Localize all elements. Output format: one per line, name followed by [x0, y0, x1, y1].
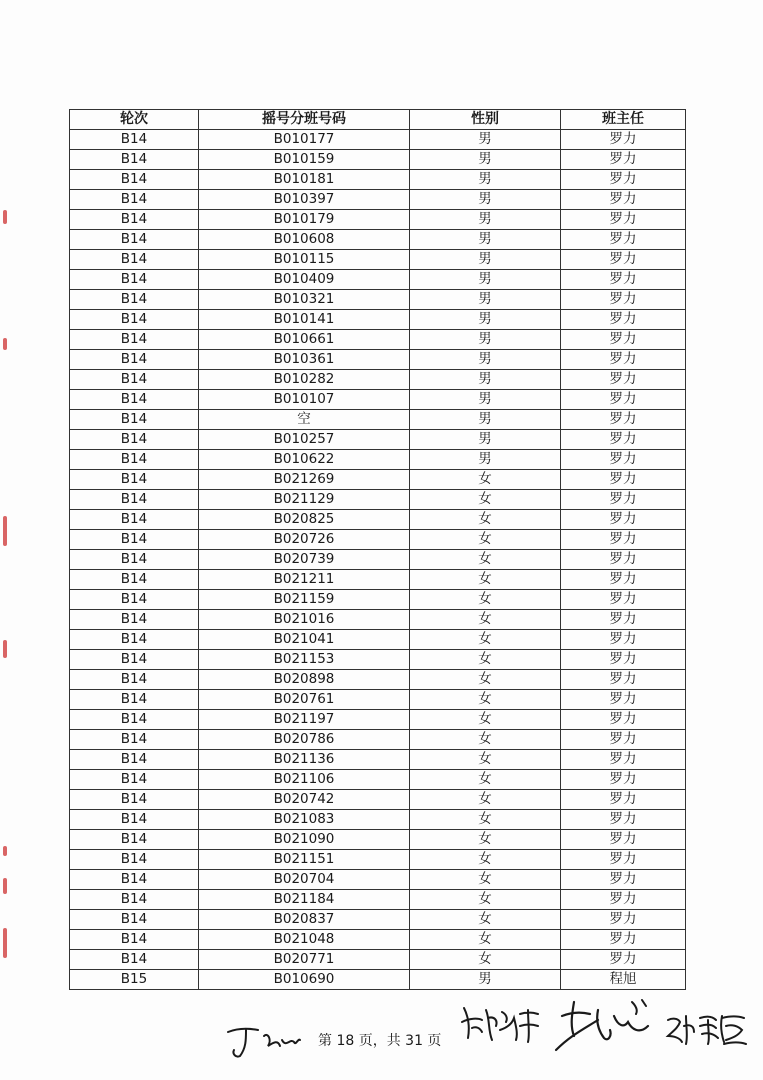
- cell-round: B14: [70, 670, 199, 690]
- cell-gender: 女: [410, 550, 561, 570]
- cell-head-teacher: 罗力: [561, 590, 686, 610]
- cell-round: B14: [70, 710, 199, 730]
- cell-lottery-number: B021269: [199, 470, 410, 490]
- cell-gender: 男: [410, 450, 561, 470]
- cell-round: B14: [70, 170, 199, 190]
- table-row: [70, 630, 686, 650]
- cell-lottery-number: B020786: [199, 730, 410, 750]
- cell-lottery-number: B010622: [199, 450, 410, 470]
- table-body: [70, 130, 686, 990]
- cell-lottery-number: 空: [199, 410, 410, 430]
- cell-round: B14: [70, 810, 199, 830]
- cell-head-teacher: 罗力: [561, 270, 686, 290]
- table-row: [70, 590, 686, 610]
- cell-round: B14: [70, 230, 199, 250]
- cell-lottery-number: B010179: [199, 210, 410, 230]
- class-assignment-table: [69, 109, 686, 990]
- cell-head-teacher: 罗力: [561, 370, 686, 390]
- cell-head-teacher: 罗力: [561, 410, 686, 430]
- handwritten-signature-2: [458, 1000, 542, 1046]
- cell-round: B14: [70, 890, 199, 910]
- cell-head-teacher: 罗力: [561, 850, 686, 870]
- cell-gender: 女: [410, 850, 561, 870]
- cell-head-teacher: 罗力: [561, 290, 686, 310]
- cell-lottery-number: B010409: [199, 270, 410, 290]
- cell-gender: 男: [410, 270, 561, 290]
- cell-head-teacher: 罗力: [561, 930, 686, 950]
- cell-head-teacher: 罗力: [561, 530, 686, 550]
- cell-gender: 女: [410, 710, 561, 730]
- cell-round: B14: [70, 590, 199, 610]
- cell-head-teacher: 罗力: [561, 450, 686, 470]
- margin-mark: [3, 878, 7, 894]
- cell-round: B14: [70, 550, 199, 570]
- cell-gender: 女: [410, 690, 561, 710]
- cell-lottery-number: B010115: [199, 250, 410, 270]
- cell-lottery-number: B020898: [199, 670, 410, 690]
- cell-gender: 女: [410, 910, 561, 930]
- cell-lottery-number: B020704: [199, 870, 410, 890]
- cell-gender: 男: [410, 350, 561, 370]
- cell-lottery-number: B010282: [199, 370, 410, 390]
- cell-gender: 女: [410, 790, 561, 810]
- cell-round: B14: [70, 410, 199, 430]
- cell-head-teacher: 罗力: [561, 150, 686, 170]
- cell-round: B14: [70, 130, 199, 150]
- cell-head-teacher: 罗力: [561, 730, 686, 750]
- cell-round: B14: [70, 530, 199, 550]
- cell-head-teacher: 罗力: [561, 550, 686, 570]
- table-row: [70, 370, 686, 390]
- table-row: [70, 530, 686, 550]
- cell-round: B14: [70, 310, 199, 330]
- cell-gender: 男: [410, 170, 561, 190]
- cell-round: B14: [70, 910, 199, 930]
- cell-gender: 女: [410, 590, 561, 610]
- cell-round: B15: [70, 970, 199, 990]
- table-row: [70, 170, 686, 190]
- cell-round: B14: [70, 570, 199, 590]
- cell-round: B14: [70, 210, 199, 230]
- cell-head-teacher: 罗力: [561, 610, 686, 630]
- cell-round: B14: [70, 750, 199, 770]
- table-row: [70, 290, 686, 310]
- cell-lottery-number: B021184: [199, 890, 410, 910]
- cell-lottery-number: B010177: [199, 130, 410, 150]
- cell-gender: 男: [410, 190, 561, 210]
- cell-lottery-number: B020825: [199, 510, 410, 530]
- cell-gender: 男: [410, 210, 561, 230]
- cell-round: B14: [70, 430, 199, 450]
- cell-gender: 男: [410, 310, 561, 330]
- margin-mark: [3, 338, 7, 350]
- table-row: [70, 410, 686, 430]
- table-row: [70, 430, 686, 450]
- margin-mark: [3, 640, 7, 658]
- cell-round: B14: [70, 830, 199, 850]
- cell-lottery-number: B010257: [199, 430, 410, 450]
- cell-gender: 女: [410, 490, 561, 510]
- cell-head-teacher: 罗力: [561, 670, 686, 690]
- table-row: [70, 950, 686, 970]
- table-row: [70, 210, 686, 230]
- table-row: [70, 850, 686, 870]
- cell-gender: 男: [410, 150, 561, 170]
- cell-head-teacher: 罗力: [561, 350, 686, 370]
- cell-head-teacher: 罗力: [561, 810, 686, 830]
- table-row: [70, 870, 686, 890]
- cell-round: B14: [70, 930, 199, 950]
- cell-round: B14: [70, 770, 199, 790]
- table-row: [70, 330, 686, 350]
- cell-head-teacher: 罗力: [561, 130, 686, 150]
- margin-mark: [3, 516, 7, 546]
- cell-lottery-number: B021016: [199, 610, 410, 630]
- cell-head-teacher: 罗力: [561, 650, 686, 670]
- cell-lottery-number: B010661: [199, 330, 410, 350]
- cell-lottery-number: B020761: [199, 690, 410, 710]
- table-row: [70, 190, 686, 210]
- table-row: [70, 350, 686, 370]
- cell-gender: 女: [410, 810, 561, 830]
- table-row: [70, 510, 686, 530]
- cell-lottery-number: B010321: [199, 290, 410, 310]
- cell-head-teacher: 罗力: [561, 310, 686, 330]
- cell-head-teacher: 罗力: [561, 330, 686, 350]
- cell-round: B14: [70, 350, 199, 370]
- cell-round: B14: [70, 370, 199, 390]
- table-row: [70, 130, 686, 150]
- cell-lottery-number: B021197: [199, 710, 410, 730]
- table-row: [70, 890, 686, 910]
- cell-gender: 女: [410, 650, 561, 670]
- cell-round: B14: [70, 870, 199, 890]
- cell-head-teacher: 罗力: [561, 830, 686, 850]
- cell-head-teacher: 罗力: [561, 570, 686, 590]
- table-row: [70, 830, 686, 850]
- page-number-label: 第 18 页，共 31 页: [318, 1033, 442, 1049]
- cell-lottery-number: B010690: [199, 970, 410, 990]
- cell-round: B14: [70, 510, 199, 530]
- cell-head-teacher: 罗力: [561, 470, 686, 490]
- cell-head-teacher: 罗力: [561, 630, 686, 650]
- cell-gender: 女: [410, 570, 561, 590]
- cell-gender: 女: [410, 730, 561, 750]
- table-row: [70, 490, 686, 510]
- table-row: [70, 770, 686, 790]
- cell-round: B14: [70, 450, 199, 470]
- cell-lottery-number: B010397: [199, 190, 410, 210]
- cell-head-teacher: 罗力: [561, 190, 686, 210]
- table-row: [70, 750, 686, 770]
- margin-mark: [3, 210, 7, 224]
- cell-lottery-number: B021136: [199, 750, 410, 770]
- cell-head-teacher: 罗力: [561, 950, 686, 970]
- table-row: [70, 610, 686, 630]
- cell-head-teacher: 罗力: [561, 790, 686, 810]
- cell-round: B14: [70, 190, 199, 210]
- table-row: [70, 930, 686, 950]
- cell-gender: 男: [410, 430, 561, 450]
- cell-lottery-number: B021129: [199, 490, 410, 510]
- table-row: [70, 690, 686, 710]
- header-round: 轮次: [70, 110, 199, 130]
- cell-round: B14: [70, 790, 199, 810]
- cell-head-teacher: 罗力: [561, 910, 686, 930]
- table-row: [70, 650, 686, 670]
- cell-gender: 女: [410, 870, 561, 890]
- cell-gender: 女: [410, 930, 561, 950]
- table-row: [70, 390, 686, 410]
- cell-gender: 男: [410, 330, 561, 350]
- cell-head-teacher: 程旭: [561, 970, 686, 990]
- cell-round: B14: [70, 330, 199, 350]
- table-row: [70, 570, 686, 590]
- cell-lottery-number: B021083: [199, 810, 410, 830]
- cell-gender: 女: [410, 670, 561, 690]
- table-row: [70, 810, 686, 830]
- table-row: [70, 150, 686, 170]
- cell-lottery-number: B021106: [199, 770, 410, 790]
- cell-lottery-number: B010181: [199, 170, 410, 190]
- cell-lottery-number: B020742: [199, 790, 410, 810]
- table-row: [70, 310, 686, 330]
- cell-gender: 女: [410, 630, 561, 650]
- table-row: [70, 910, 686, 930]
- cell-head-teacher: 罗力: [561, 430, 686, 450]
- cell-gender: 男: [410, 390, 561, 410]
- table-row: [70, 270, 686, 290]
- cell-gender: 女: [410, 770, 561, 790]
- cell-gender: 男: [410, 370, 561, 390]
- cell-lottery-number: B010608: [199, 230, 410, 250]
- cell-head-teacher: 罗力: [561, 870, 686, 890]
- cell-lottery-number: B021159: [199, 590, 410, 610]
- cell-head-teacher: 罗力: [561, 230, 686, 250]
- cell-round: B14: [70, 270, 199, 290]
- cell-gender: 女: [410, 830, 561, 850]
- cell-head-teacher: 罗力: [561, 750, 686, 770]
- table-row: [70, 790, 686, 810]
- cell-gender: 男: [410, 410, 561, 430]
- cell-round: B14: [70, 630, 199, 650]
- cell-lottery-number: B010141: [199, 310, 410, 330]
- cell-gender: 女: [410, 750, 561, 770]
- cell-round: B14: [70, 490, 199, 510]
- cell-gender: 女: [410, 510, 561, 530]
- cell-gender: 女: [410, 530, 561, 550]
- cell-head-teacher: 罗力: [561, 770, 686, 790]
- cell-head-teacher: 罗力: [561, 710, 686, 730]
- cell-lottery-number: B021041: [199, 630, 410, 650]
- cell-lottery-number: B020739: [199, 550, 410, 570]
- table-row: [70, 970, 686, 990]
- cell-round: B14: [70, 610, 199, 630]
- table-row: [70, 230, 686, 250]
- cell-round: B14: [70, 850, 199, 870]
- cell-lottery-number: B021153: [199, 650, 410, 670]
- cell-head-teacher: 罗力: [561, 170, 686, 190]
- cell-lottery-number: B010107: [199, 390, 410, 410]
- cell-round: B14: [70, 390, 199, 410]
- cell-head-teacher: 罗力: [561, 390, 686, 410]
- table-row: [70, 250, 686, 270]
- handwritten-signature-4: [664, 1008, 748, 1048]
- handwritten-signature-1: [224, 1018, 302, 1060]
- cell-gender: 男: [410, 250, 561, 270]
- table-row: [70, 550, 686, 570]
- handwritten-signature-3: [552, 996, 656, 1056]
- cell-lottery-number: B021211: [199, 570, 410, 590]
- cell-lottery-number: B020771: [199, 950, 410, 970]
- cell-round: B14: [70, 690, 199, 710]
- cell-round: B14: [70, 730, 199, 750]
- cell-lottery-number: B021090: [199, 830, 410, 850]
- cell-round: B14: [70, 470, 199, 490]
- table-header-row: [70, 110, 686, 130]
- table-row: [70, 730, 686, 750]
- cell-gender: 男: [410, 230, 561, 250]
- cell-gender: 女: [410, 610, 561, 630]
- cell-lottery-number: B020837: [199, 910, 410, 930]
- header-gender: 性别: [410, 110, 561, 130]
- cell-round: B14: [70, 250, 199, 270]
- margin-mark: [3, 928, 7, 958]
- cell-lottery-number: B021151: [199, 850, 410, 870]
- cell-head-teacher: 罗力: [561, 490, 686, 510]
- cell-gender: 男: [410, 130, 561, 150]
- header-lottery-number: 摇号分班号码: [199, 110, 410, 130]
- cell-gender: 女: [410, 890, 561, 910]
- cell-round: B14: [70, 290, 199, 310]
- cell-gender: 女: [410, 950, 561, 970]
- cell-head-teacher: 罗力: [561, 250, 686, 270]
- table-row: [70, 670, 686, 690]
- cell-gender: 女: [410, 470, 561, 490]
- cell-round: B14: [70, 150, 199, 170]
- cell-lottery-number: B021048: [199, 930, 410, 950]
- cell-head-teacher: 罗力: [561, 690, 686, 710]
- header-head-teacher: 班主任: [561, 110, 686, 130]
- cell-gender: 男: [410, 970, 561, 990]
- cell-head-teacher: 罗力: [561, 510, 686, 530]
- table-row: [70, 450, 686, 470]
- cell-gender: 男: [410, 290, 561, 310]
- cell-round: B14: [70, 650, 199, 670]
- cell-head-teacher: 罗力: [561, 210, 686, 230]
- table-row: [70, 470, 686, 490]
- cell-round: B14: [70, 950, 199, 970]
- cell-head-teacher: 罗力: [561, 890, 686, 910]
- cell-lottery-number: B010361: [199, 350, 410, 370]
- cell-lottery-number: B020726: [199, 530, 410, 550]
- cell-lottery-number: B010159: [199, 150, 410, 170]
- margin-mark: [3, 846, 7, 856]
- table-row: [70, 710, 686, 730]
